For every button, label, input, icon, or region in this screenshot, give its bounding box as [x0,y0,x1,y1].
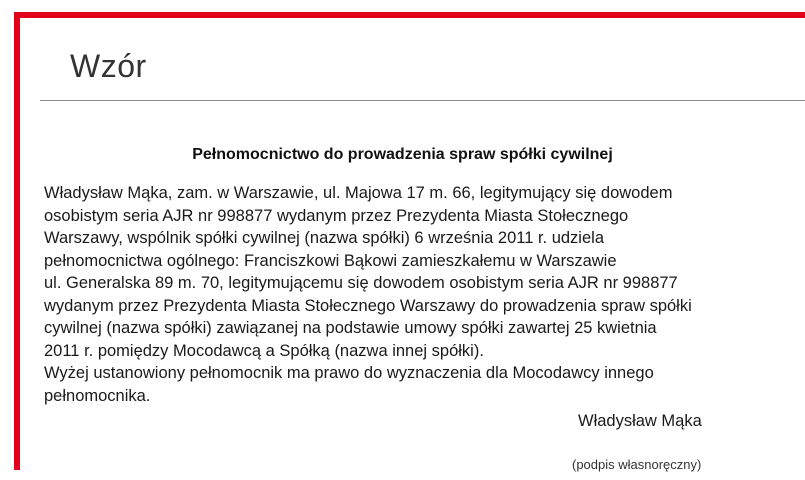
section-title: Wzór [70,48,147,84]
signature-name: Władysław Mąka [578,412,702,430]
body-line: cywilnej (nazwa spółki) zawiązanej na podstawie umowy spółki zawartej 25 kwietnia [44,319,657,337]
body-line: Warszawy, wspólnik spółki cywilnej (nazwa spółki) 6 września 2011 r. udziela [44,229,604,247]
body-line: Władysław Mąka, zam. w Warszawie, ul. Majowa 17 m. 66, legitymujący się dowodem [44,184,673,202]
body-line: ul. Generalska 89 m. 70, legitymującemu się dowodem osobistym seria AJR nr 998877 [44,274,678,292]
body-line: osobistym seria AJR nr 998877 wydanym przez Prezydenta Miasta Stołecznego [44,206,629,225]
red-frame-left-bar [14,12,20,470]
signature-note: (podpis własnoręczny) [572,457,702,472]
body-line: pełnomocnictwa ogólnego: Franciszkowi Bąkowi zamieszkałemu w Warszawie [44,251,617,270]
document-body [44,182,804,407]
header-divider [40,100,805,101]
body-line: pełnomocnika. [44,386,151,405]
document-title: Pełnomocnictwo do prowadzenia spraw spółki cywilnej [192,146,613,163]
body-line: 2011 r. pomiędzy Mocodawcą a Spółką (nazwa innej spółki). [44,341,484,360]
body-line: Wyżej ustanowiony pełnomocnik ma prawo do wyznaczenia dla Mocodawcy innego [44,364,654,382]
red-frame-top-bar [14,12,805,18]
body-line: wydanym przez Prezydenta Miasta Stołecznego Warszawy do prowadzenia spraw spółki [44,296,692,315]
